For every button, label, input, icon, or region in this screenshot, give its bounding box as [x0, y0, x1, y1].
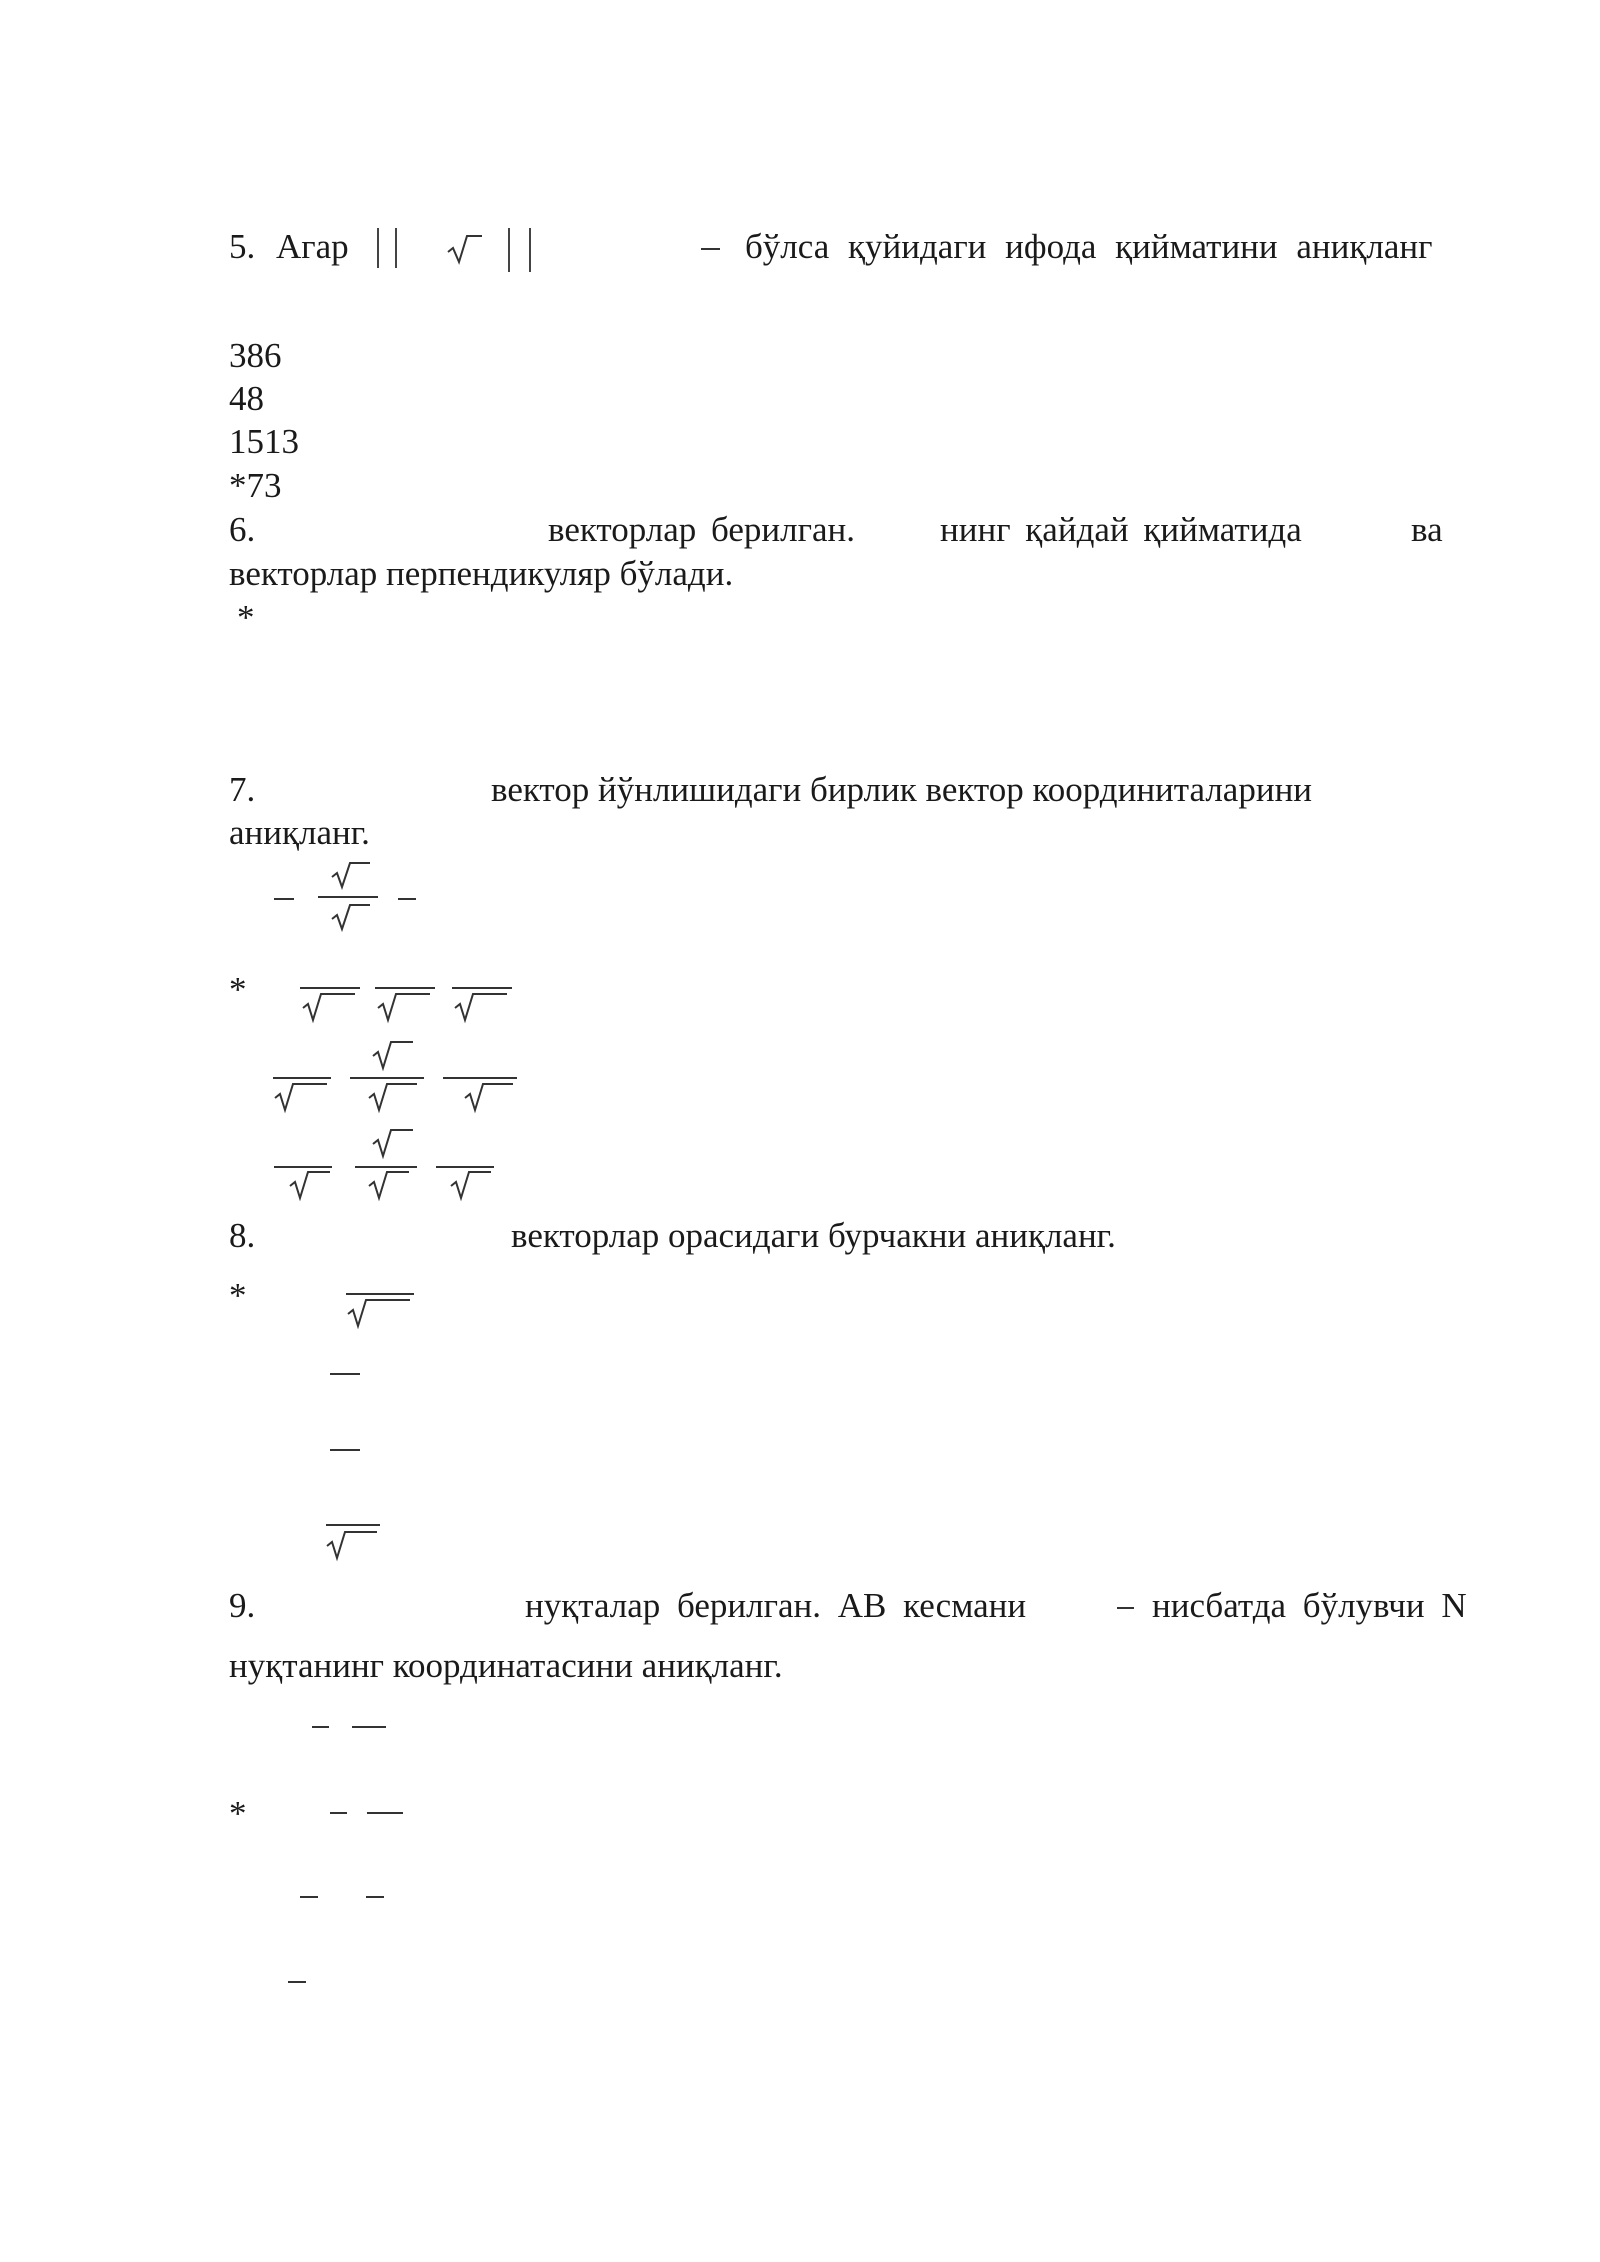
q6-answer-marker: * [237, 598, 255, 637]
fraction-bar [352, 1726, 386, 1728]
minus-sign [274, 898, 294, 900]
fraction-bar [330, 1449, 360, 1451]
sqrt-icon [451, 1170, 495, 1200]
q6-line2: векторлар перпендикуляр бўлади. [229, 554, 734, 593]
q8-part1: векторлар орасидаги бурчакни аниқланг. [511, 1216, 1116, 1255]
fraction-bar [443, 1077, 517, 1079]
fraction-bar [326, 1524, 380, 1526]
abs-bar [377, 228, 379, 268]
sqrt-icon [303, 992, 359, 1022]
minus-sign [366, 1896, 384, 1898]
q5-word-if: Агар [276, 227, 349, 266]
minus-sign [288, 1981, 306, 1983]
sqrt-icon [348, 1298, 414, 1328]
q7-line2: аниқланг. [229, 813, 370, 852]
minus-sign [300, 1896, 318, 1898]
q5-option: 48 [229, 379, 264, 418]
q9-line2: нуқтанинг координатасини аниқланг. [229, 1646, 783, 1685]
q5-option: 1513 [229, 422, 299, 461]
fraction-bar [436, 1166, 494, 1168]
q8-answer-marker: * [229, 1276, 247, 1315]
sqrt-icon [290, 1170, 334, 1200]
sqrt-icon [327, 1530, 381, 1560]
q9-answer-marker: * [229, 1794, 247, 1833]
fraction-bar [330, 1373, 360, 1375]
q6-number: 6. [229, 510, 256, 549]
sqrt-icon [369, 1170, 413, 1200]
abs-bar [395, 228, 397, 268]
q6-part3: ва [1411, 510, 1443, 549]
minus-sign [1117, 1607, 1134, 1609]
sqrt-icon [455, 992, 511, 1022]
q6-part2: нинг қайдай қийматида [940, 510, 1302, 549]
sqrt-icon [448, 234, 488, 264]
q5-option: *73 [229, 466, 282, 505]
sqrt-icon [373, 1128, 417, 1158]
fraction-bar [274, 1166, 332, 1168]
fraction-bar [350, 1077, 424, 1079]
sqrt-icon [465, 1082, 517, 1112]
sqrt-icon [369, 1082, 421, 1112]
q7-part1: вектор йўнлишидаги бирлик вектор координиталарини [491, 770, 1313, 809]
abs-bar [508, 228, 510, 272]
sqrt-icon [378, 992, 434, 1022]
q7-answer-marker: * [229, 970, 247, 1009]
minus-sign [330, 1812, 347, 1814]
q9-number: 9. [229, 1586, 256, 1625]
q9-part1: нуқталар берилган. АВ кесмани [525, 1586, 1027, 1625]
sqrt-icon [332, 903, 376, 931]
sqrt-icon [332, 861, 376, 889]
fraction-bar [346, 1293, 414, 1295]
q7-number: 7. [229, 770, 256, 809]
fraction-bar [355, 1166, 417, 1168]
minus-sign [398, 898, 416, 900]
q5-number: 5. [229, 227, 256, 266]
sqrt-icon [275, 1082, 331, 1112]
fraction-bar [318, 896, 378, 898]
minus-sign [312, 1726, 329, 1728]
sqrt-icon [373, 1040, 417, 1070]
q5-option: 386 [229, 336, 282, 375]
q5-tail: бўлса қуйидаги ифода қийматини аниқланг [745, 227, 1433, 266]
q9-part2: нисбатда бўлувчи N [1152, 1586, 1467, 1625]
fraction-bar [375, 987, 435, 989]
minus-sign [701, 248, 720, 250]
fraction-bar [452, 987, 512, 989]
abs-bar [529, 228, 531, 272]
q6-part1: векторлар берилган. [548, 510, 855, 549]
fraction-bar [367, 1812, 403, 1814]
fraction-bar [300, 987, 360, 989]
q8-number: 8. [229, 1216, 256, 1255]
fraction-bar [273, 1077, 331, 1079]
